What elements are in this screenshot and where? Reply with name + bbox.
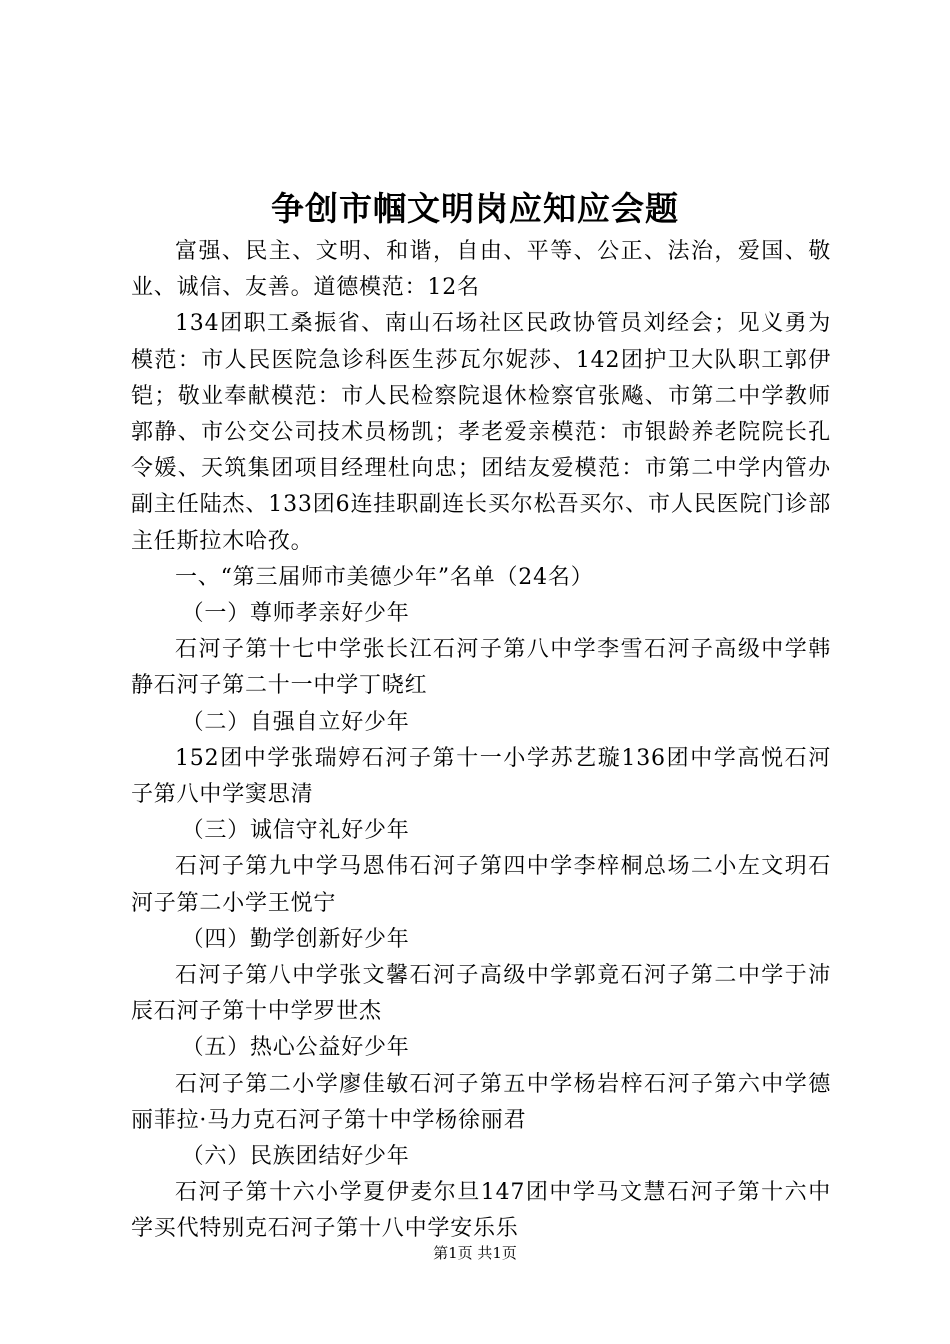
subheading-public-welfare: （五）热心公益好少年 (181, 1035, 410, 1061)
paragraph-diligence-list: 石河子第八中学张文馨石河子高级中学郭竟石河子第二中学于沛辰石河子第十中学罗世杰 (131, 963, 831, 1025)
subheading-self-reliance: （二）自强自立好少年 (181, 709, 410, 735)
paragraph-respect-teachers-list: 石河子第十七中学张长江石河子第八中学李雪石河子高级中学韩静石河子第二十一中学丁晓红 (131, 637, 831, 699)
subheading-ethnic-unity: （六）民族团结好少年 (181, 1144, 410, 1170)
subheading-integrity: （三）诚信守礼好少年 (181, 818, 410, 844)
document-body (131, 234, 831, 1248)
page-footer: 第1页 共1页 (433, 1244, 517, 1262)
paragraph-self-reliance-list: 152团中学张瑞婷石河子第十一小学苏艺璇136团中学高悦石河子第八中学窦思清 (131, 745, 831, 808)
paragraph-section-heading: 一、“第三届师市美德少年”名单（24名） (175, 564, 594, 590)
paragraph-core-values: 富强、民主、文明、和谐，自由、平等、公正、法治，爱国、敬业、诚信、友善。道德模范：12名 (131, 239, 831, 301)
paragraph-integrity-list: 石河子第九中学马恩伟石河子第四中学李梓桐总场二小左文玥石河子第二小学王悦宁 (131, 854, 831, 916)
document-title: 争创市帼文明岗应知应会题 (271, 189, 679, 228)
paragraph-ethnic-unity-list: 石河子第十六小学夏伊麦尔旦147团中学马文慧石河子第十六中学买代特别克石河子第十八中学安乐乐 (131, 1180, 831, 1242)
subheading-diligence: （四）勤学创新好少年 (181, 926, 410, 952)
paragraph-moral-models: 134团职工桑振省、南山石场社区民政协管员刘经会；见义勇为模范：市人民医院急诊科医生莎瓦尔妮莎、142团护卫大队职工郭伊铠；敬业奉献模范：市人民检察院退休检察官张飚、市第二中学教师郭静、市公交公司技术员杨凯；孝老爱亲模范：市银龄养老院院长孔令媛、天筑集团项目经理杜向忠；团结友爱模范：市第二中学内管办副主任陆杰、133团6连挂职副连长买尔松吾买尔、市人民医院门诊部主任斯拉木哈孜。 (131, 311, 831, 554)
subheading-respect-teachers: （一）尊师孝亲好少年 (181, 601, 410, 627)
paragraph-public-welfare-list: 石河子第二小学廖佳敏石河子第五中学杨岩梓石河子第六中学德丽菲拉·马力克石河子第十中学杨徐丽君 (131, 1071, 831, 1133)
